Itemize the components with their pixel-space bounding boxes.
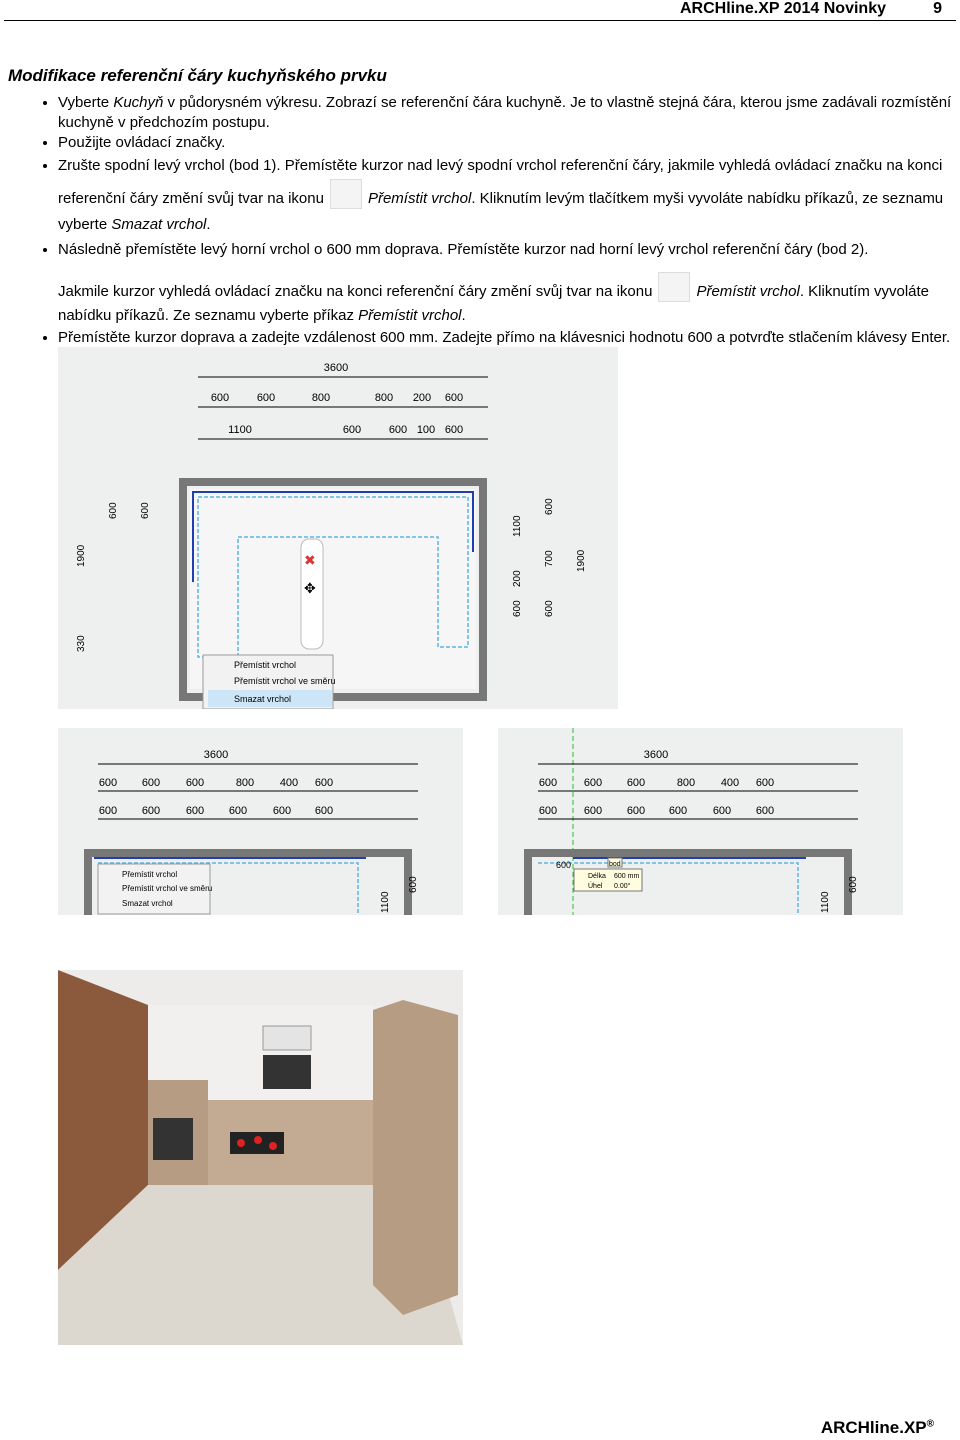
svg-text:800: 800 <box>311 392 331 404</box>
step-4: • Následně přemístěte levý horní vrchol o 600 mm doprava. Přemístěte kurzor nad horní levý vrchol referenční čáry (bod 2). Jakmile kurzor vyhledá ovládací značku na konci referenční čáry změní svůj tvar na ikonu Přemístit vrchol. Kliknutím vyvoláte nabídku příkazů. Ze seznamu vyberte příkaz Přemístit vrchol. <box>58 238 960 328</box>
svg-text:600: 600 <box>512 600 523 617</box>
steps-list <box>28 93 960 348</box>
svg-text:600: 600 <box>185 805 205 817</box>
svg-text:600: 600 <box>583 805 603 817</box>
svg-text:600: 600 <box>626 777 646 789</box>
svg-text:600: 600 <box>228 805 248 817</box>
step-2: • Použijte ovládací značky. <box>58 133 960 153</box>
svg-text:600: 600 <box>444 392 464 404</box>
svg-text:800: 800 <box>676 777 696 789</box>
svg-text:Délka: Délka <box>588 873 606 880</box>
plan-drawing-2 <box>58 728 463 915</box>
svg-text:Přemístit vrchol ve směru: Přemístit vrchol ve směru <box>122 884 213 893</box>
svg-text:600: 600 <box>544 600 555 617</box>
microwave <box>263 1055 311 1089</box>
svg-text:600: 600 <box>444 424 464 436</box>
tooltip-label: bod <box>609 861 621 868</box>
move-vertex-icon <box>658 272 690 302</box>
plan-figure-1 <box>58 347 618 709</box>
svg-text:600: 600 <box>314 805 334 817</box>
svg-text:1100: 1100 <box>380 891 391 913</box>
footer-brand: ARCHline.XP® <box>820 1418 934 1437</box>
step-3: • Zrušte spodní levý vrchol (bod 1). Přemístěte kurzor nad levý spodní vrchol referenční čáry, jakmile vyhledá ovládací značku na konci referenční čáry změní svůj tvar na ikonu Přemístit vrchol. Kliknutím levým tlačítkem myši vyvoláte nabídku příkazů, ze seznamu vyberte Smazat vrchol. <box>58 153 960 238</box>
svg-text:1900: 1900 <box>76 544 87 567</box>
svg-text:100: 100 <box>416 424 436 436</box>
svg-text:400: 400 <box>279 777 299 789</box>
svg-text:600: 600 <box>538 777 558 789</box>
svg-text:3600: 3600 <box>643 749 669 761</box>
plan-figure-3 <box>498 728 903 915</box>
plan-drawing-3 <box>498 728 903 915</box>
distance-input-value: 600 <box>556 860 572 870</box>
svg-text:Smazat vrchol: Smazat vrchol <box>122 899 173 908</box>
svg-text:600: 600 <box>256 392 276 404</box>
svg-text:600: 600 <box>98 805 118 817</box>
step-5: • Přemístěte kurzor doprava a zadejte vzdálenost 600 mm. Zadejte přímo na klávesnici hodnotu 600 a potvrďte stlačením klávesy Enter. <box>58 328 960 348</box>
move-icon: ✥ <box>304 580 316 596</box>
svg-text:600: 600 <box>755 805 775 817</box>
menu-item-move-vertex-direction: Přemístit vrchol ve směru <box>234 676 336 686</box>
tall-cabinet-right <box>373 1000 458 1315</box>
svg-text:600: 600 <box>314 777 334 789</box>
svg-text:1900: 1900 <box>576 549 587 572</box>
delete-icon: ✖ <box>304 552 316 568</box>
svg-text:400: 400 <box>720 777 740 789</box>
svg-text:Úhel: Úhel <box>588 883 603 890</box>
svg-text:600: 600 <box>98 777 118 789</box>
svg-text:600: 600 <box>108 502 119 519</box>
svg-text:600: 600 <box>185 777 205 789</box>
svg-text:600: 600 <box>210 392 230 404</box>
svg-text:600: 600 <box>712 805 732 817</box>
svg-text:600: 600 <box>140 502 151 519</box>
svg-text:600: 600 <box>272 805 292 817</box>
move-vertex-icon <box>330 179 362 209</box>
svg-text:600: 600 <box>388 424 408 436</box>
svg-text:1100: 1100 <box>820 891 831 913</box>
svg-text:1100: 1100 <box>512 515 523 537</box>
dim-total: 3600 <box>323 362 349 374</box>
svg-text:1100: 1100 <box>228 424 252 436</box>
render-3d-drawing <box>58 970 463 1345</box>
svg-text:600: 600 <box>538 805 558 817</box>
svg-text:800: 800 <box>374 392 394 404</box>
render-3d-figure <box>58 970 463 1345</box>
svg-text:Přemístit vrchol: Přemístit vrchol <box>122 870 178 879</box>
page-number: 9 <box>933 0 942 17</box>
svg-text:0.00°: 0.00° <box>614 883 631 890</box>
svg-text:600: 600 <box>583 777 603 789</box>
svg-text:600: 600 <box>342 424 362 436</box>
svg-text:600: 600 <box>408 876 419 893</box>
svg-text:800: 800 <box>235 777 255 789</box>
svg-text:200: 200 <box>512 570 523 587</box>
svg-text:700: 700 <box>544 550 555 567</box>
section-title: Modifikace referenční čáry kuchyňského prvku <box>8 66 387 85</box>
svg-text:330: 330 <box>76 635 87 652</box>
svg-text:600: 600 <box>755 777 775 789</box>
svg-text:600: 600 <box>141 777 161 789</box>
svg-text:200: 200 <box>412 392 432 404</box>
svg-text:600: 600 <box>544 498 555 515</box>
header-title: ARCHline.XP 2014 Novinky <box>679 0 886 17</box>
menu-item-move-vertex: Přemístit vrchol <box>234 660 297 670</box>
svg-text:600: 600 <box>141 805 161 817</box>
menu-item-delete-vertex: Smazat vrchol <box>234 694 292 704</box>
svg-text:3600: 3600 <box>203 749 229 761</box>
oven <box>153 1118 193 1160</box>
svg-text:600: 600 <box>626 805 646 817</box>
plan-figure-2 <box>58 728 463 915</box>
plan-drawing-1 <box>58 347 618 709</box>
svg-text:600: 600 <box>668 805 688 817</box>
page-header <box>4 0 956 21</box>
step-1: • Vyberte Kuchyň v půdorysném výkresu. Zobrazí se referenční čára kuchyně. Je to vlastně stejná čára, kterou jsme zadávali rozmístění kuchyně v předchozím postupu. <box>58 93 960 133</box>
svg-text:600 mm: 600 mm <box>614 873 640 880</box>
svg-text:600: 600 <box>848 876 859 893</box>
